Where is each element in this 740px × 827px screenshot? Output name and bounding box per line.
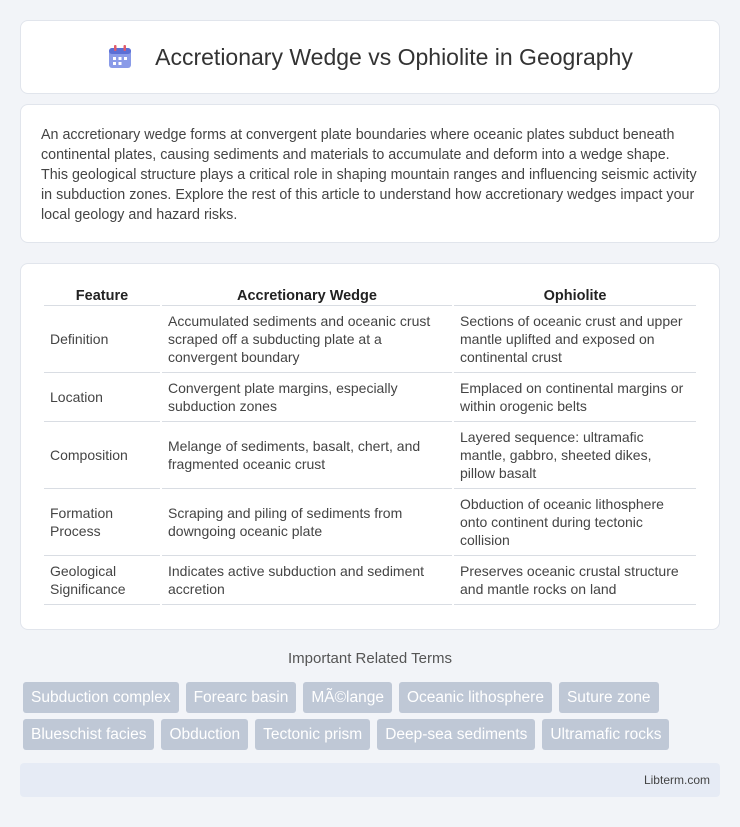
table-cell-wedge: Indicates active subduction and sediment accretion [162, 556, 452, 605]
table-cell-wedge: Scraping and piling of sediments from downgoing oceanic plate [162, 489, 452, 556]
related-term-tag[interactable]: MÃ©lange [303, 682, 392, 713]
intro-text: An accretionary wedge forms at convergent plate boundaries where oceanic plates subduct beneath continental plates, causing sediments and materials to accumulate and deform into a wedge shape. This geological structure plays a critical role in shaping mountain ranges and influencing seismic activity in subduction zones. Explore the rest of this article to understand how accretionary wedges impact your local geology and hazard risks. [41, 127, 697, 223]
table-header-ophiolite: Ophiolite [454, 284, 696, 306]
table-cell-feature: Composition [44, 422, 160, 489]
related-term-tag[interactable]: Blueschist facies [23, 719, 154, 750]
related-term-tag[interactable]: Suture zone [559, 682, 659, 713]
related-term-tag[interactable]: Subduction complex [23, 682, 179, 713]
comparison-table-card [20, 263, 720, 630]
intro-card [20, 104, 720, 243]
table-row [44, 373, 696, 422]
related-terms-title: Important Related Terms [288, 650, 452, 667]
table-cell-feature: Definition [44, 306, 160, 373]
table-cell-wedge: Accumulated sediments and oceanic crust scraped off a subducting plate at a convergent boundary [162, 306, 452, 373]
table-header-feature: Feature [44, 284, 160, 306]
related-term-tag[interactable]: Obduction [161, 719, 248, 750]
table-cell-ophiolite: Preserves oceanic crustal structure and mantle rocks on land [454, 556, 696, 605]
table-cell-feature: Location [44, 373, 160, 422]
table-cell-wedge: Melange of sediments, basalt, chert, and fragmented oceanic crust [162, 422, 452, 489]
table-row [44, 306, 696, 373]
related-term-tag[interactable]: Deep-sea sediments [377, 719, 535, 750]
table-row [44, 556, 696, 605]
page-title: Accretionary Wedge vs Ophiolite in Geography [155, 43, 633, 70]
related-term-tag[interactable]: Oceanic lithosphere [399, 682, 552, 713]
footer-brand-link[interactable]: Libterm.com [643, 773, 710, 787]
table-row [44, 422, 696, 489]
footer [20, 763, 720, 797]
table-cell-ophiolite: Emplaced on continental margins or within orogenic belts [454, 373, 696, 422]
header-card [20, 20, 720, 94]
table-cell-ophiolite: Layered sequence: ultramafic mantle, gabbro, sheeted dikes, pillow basalt [454, 422, 696, 489]
related-term-tag[interactable]: Ultramafic rocks [542, 719, 669, 750]
calendar-icon [107, 44, 133, 70]
table-cell-ophiolite: Obduction of oceanic lithosphere onto continent during tectonic collision [454, 489, 696, 556]
related-term-tag[interactable]: Tectonic prism [255, 719, 370, 750]
table-header-accretionary-wedge: Accretionary Wedge [162, 284, 452, 306]
table-cell-wedge: Convergent plate margins, especially subduction zones [162, 373, 452, 422]
comparison-table [42, 284, 698, 605]
table-row [44, 489, 696, 556]
table-cell-feature: Geological Significance [44, 556, 160, 605]
table-cell-feature: Formation Process [44, 489, 160, 556]
table-cell-ophiolite: Sections of oceanic crust and upper mantle uplifted and exposed on continental crust [454, 306, 696, 373]
related-terms-list [23, 682, 703, 756]
related-term-tag[interactable]: Forearc basin [186, 682, 297, 713]
